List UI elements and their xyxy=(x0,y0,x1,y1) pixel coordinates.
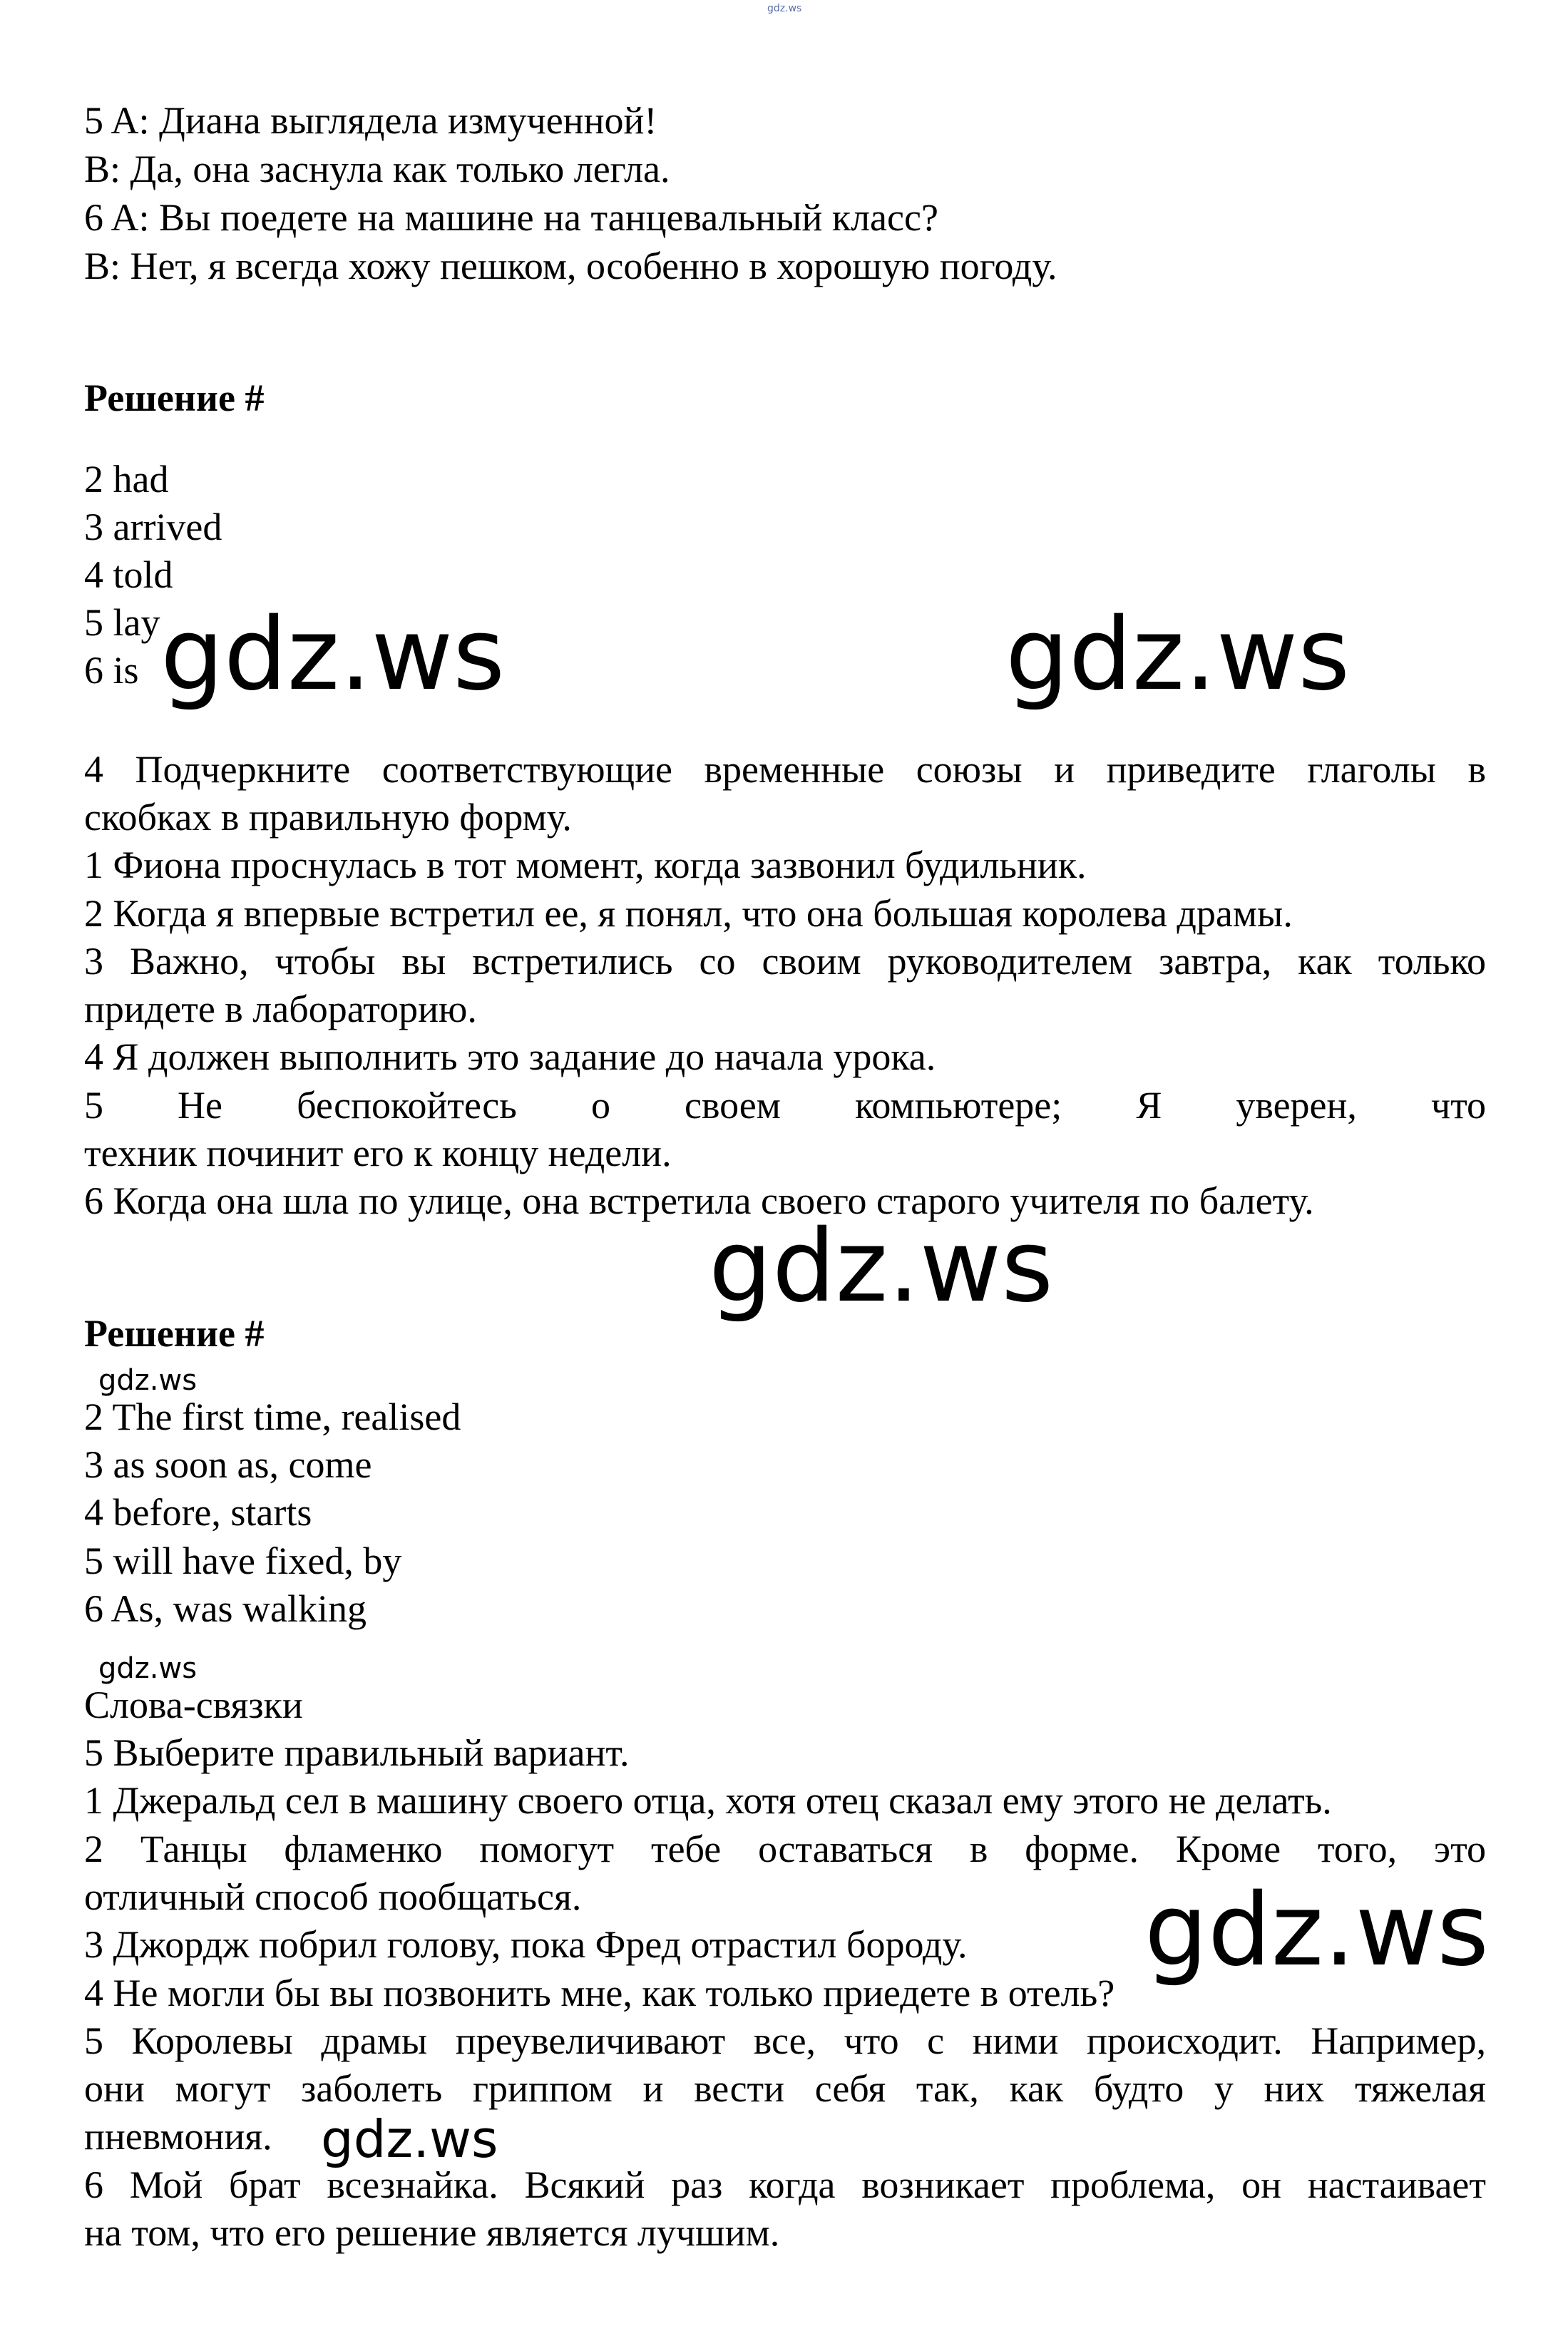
exercise-item: пневмония. xyxy=(84,2115,272,2158)
answer-item: 6 is xyxy=(84,649,139,692)
exercise-item: 4 Не могли бы вы позвонить мне, как только приедете в отель? xyxy=(84,1972,1115,2014)
answer-item: 3 arrived xyxy=(84,506,222,548)
answer-item: 2 The first time, realised xyxy=(84,1395,461,1438)
watermark: gdz.ws xyxy=(1005,597,1351,713)
dialog-line: 5 A: Диана выглядела измученной! xyxy=(84,99,657,142)
exercise-item: техник починит его к концу недели. xyxy=(84,1132,672,1174)
exercise-instruction: 5 Выберите правильный вариант. xyxy=(84,1731,630,1774)
watermark: gdz.ws xyxy=(98,1364,198,1397)
exercise-item: 4 Я должен выполнить это задание до начала урока. xyxy=(84,1035,936,1078)
watermark: gdz.ws xyxy=(321,2109,498,2169)
exercise-item: 5 Королевы драмы преувеличивают все, что с ними происходит. Например, xyxy=(84,2019,1486,2062)
dialog-line: B: Да, она заснула как только легла. xyxy=(84,148,670,190)
answer-item: 3 as soon as, come xyxy=(84,1443,372,1486)
exercise-item: 1 Фиона проснулась в тот момент, когда зазвонил будильник. xyxy=(84,844,1087,886)
top-watermark: gdz.ws xyxy=(767,3,802,14)
exercise-item: 5 Не беспокойтесь о своем компьютере; Я уверен, что xyxy=(84,1084,1486,1127)
exercise-item: 3 Важно, чтобы вы встретились со своим руководителем завтра, как только xyxy=(84,940,1486,983)
exercise-item: отличный способ пообщаться. xyxy=(84,1875,582,1918)
watermark: gdz.ws xyxy=(160,597,506,713)
watermark: gdz.ws xyxy=(98,1652,198,1685)
exercise-item: они могут заболеть гриппом и вести себя так, как будто у них тяжелая xyxy=(84,2067,1486,2110)
watermark: gdz.ws xyxy=(709,1209,1054,1325)
answer-item: 5 lay xyxy=(84,601,160,644)
solution-heading: Решение # xyxy=(84,1312,265,1355)
answer-item: 2 had xyxy=(84,458,169,501)
exercise-item: 2 Когда я впервые встретил ее, я понял, что она большая королева драмы. xyxy=(84,892,1293,935)
exercise-item: 1 Джеральд сел в машину своего отца, хотя отец сказал ему этого не делать. xyxy=(84,1779,1332,1822)
dialog-line: B: Нет, я всегда хожу пешком, особенно в хорошую погоду. xyxy=(84,245,1057,287)
exercise-instruction: скобках в правильную форму. xyxy=(84,796,572,839)
exercise-item: на том, что его решение является лучшим. xyxy=(84,2211,780,2254)
exercise-item: придете в лабораторию. xyxy=(84,988,477,1030)
section-title: Слова-связки xyxy=(84,1684,303,1726)
exercise-item: 2 Танцы фламенко помогут тебе оставаться в форме. Кроме того, это xyxy=(84,1828,1486,1870)
solution-heading: Решение # xyxy=(84,376,265,419)
dialog-line: 6 A: Вы поедете на машине на танцевальный класс? xyxy=(84,196,938,239)
answer-item: 4 told xyxy=(84,553,173,596)
watermark: gdz.ws xyxy=(1144,1872,1490,1989)
answer-item: 4 before, starts xyxy=(84,1491,312,1534)
exercise-item: 3 Джордж побрил голову, пока Фред отрастил бороду. xyxy=(84,1923,968,1966)
answer-item: 6 As, was walking xyxy=(84,1587,367,1630)
exercise-instruction: 4 Подчеркните соответствующие временные союзы и приведите глаголы в xyxy=(84,748,1486,791)
exercise-item: 6 Мой брат всезнайка. Всякий раз когда возникает проблема, он настаивает xyxy=(84,2163,1486,2206)
exercise-item: 6 Когда она шла по улице, она встретила своего старого учителя по балету. xyxy=(84,1179,1314,1222)
answer-item: 5 will have fixed, by xyxy=(84,1539,402,1582)
